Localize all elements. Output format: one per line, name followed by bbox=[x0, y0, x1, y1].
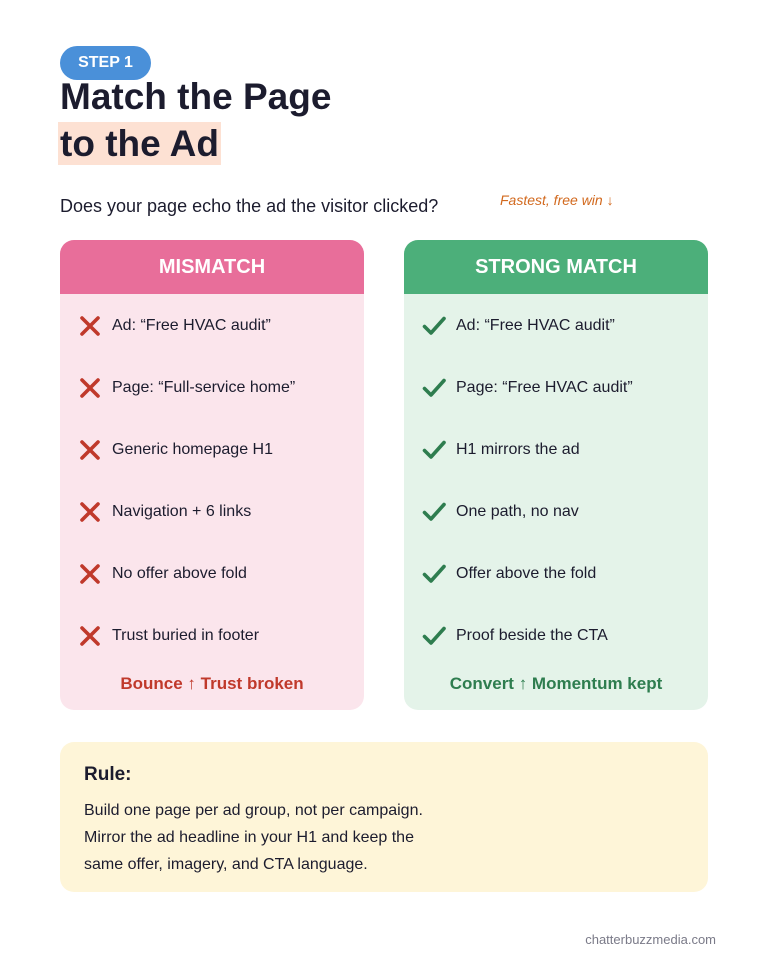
rule-text bbox=[84, 797, 423, 878]
strong-match-outcome: Convert ↑ Momentum kept bbox=[449, 674, 663, 693]
subtitle: Does your page echo the ad the visitor clicked? bbox=[60, 196, 439, 216]
mismatch-item bbox=[78, 559, 247, 589]
checkmark-icon bbox=[422, 314, 446, 338]
match-item-label: Page: “Free HVAC audit” bbox=[456, 379, 633, 396]
match-item-label: Proof beside the CTA bbox=[456, 627, 608, 644]
mismatch-item bbox=[78, 621, 259, 651]
mismatch-item bbox=[78, 311, 271, 341]
strong-match-header: STRONG MATCH bbox=[404, 240, 708, 294]
x-icon bbox=[78, 624, 102, 648]
page-title-line-2 bbox=[60, 124, 221, 164]
x-icon bbox=[78, 438, 102, 462]
mismatch-item-label: Ad: “Free HVAC audit” bbox=[112, 317, 271, 334]
checkmark-icon bbox=[422, 438, 446, 462]
match-item-label: One path, no nav bbox=[456, 503, 579, 520]
rule-line: Mirror the ad headline in your H1 and keep the bbox=[84, 829, 414, 846]
page-title-highlight: to the Ad bbox=[60, 123, 219, 164]
side-note: Fastest, free win ↓ bbox=[500, 192, 614, 208]
checkmark-icon bbox=[422, 562, 446, 586]
match-item bbox=[422, 373, 633, 403]
mismatch-header: MISMATCH bbox=[60, 240, 364, 294]
mismatch-item bbox=[78, 373, 295, 403]
page-title-line-1: Match the Page bbox=[60, 76, 332, 117]
rule-title: Rule: bbox=[84, 764, 132, 785]
x-icon bbox=[78, 500, 102, 524]
x-icon bbox=[78, 314, 102, 338]
mismatch-item bbox=[78, 435, 273, 465]
rule-callout bbox=[60, 742, 708, 892]
mismatch-card bbox=[60, 240, 364, 710]
match-item bbox=[422, 497, 579, 527]
x-icon bbox=[78, 562, 102, 586]
footer-site-url: chatterbuzzmedia.com bbox=[585, 932, 716, 947]
checkmark-icon bbox=[422, 624, 446, 648]
step-badge: STEP 1 bbox=[60, 46, 151, 80]
match-item bbox=[422, 559, 596, 589]
checkmark-icon bbox=[422, 376, 446, 400]
match-item-label: Offer above the fold bbox=[456, 565, 597, 582]
match-item-label: Ad: “Free HVAC audit” bbox=[456, 317, 615, 334]
match-item bbox=[422, 311, 615, 341]
mismatch-item-label: Navigation + 6 links bbox=[112, 503, 252, 520]
match-item-label: H1 mirrors the ad bbox=[456, 441, 580, 458]
checkmark-icon bbox=[422, 500, 446, 524]
strong-match-card bbox=[404, 240, 708, 710]
x-icon bbox=[78, 376, 102, 400]
mismatch-item-label: No offer above fold bbox=[112, 565, 247, 582]
match-item bbox=[422, 435, 580, 465]
rule-line: Build one page per ad group, not per campaign. bbox=[84, 802, 423, 819]
mismatch-item-label: Trust buried in footer bbox=[112, 627, 260, 644]
match-item bbox=[422, 621, 608, 651]
mismatch-item-label: Generic homepage H1 bbox=[112, 441, 273, 458]
mismatch-outcome: Bounce ↑ Trust broken bbox=[120, 674, 304, 693]
rule-line: same offer, imagery, and CTA language. bbox=[84, 856, 368, 873]
mismatch-item bbox=[78, 497, 251, 527]
mismatch-item-label: Page: “Full-service home” bbox=[112, 379, 296, 396]
